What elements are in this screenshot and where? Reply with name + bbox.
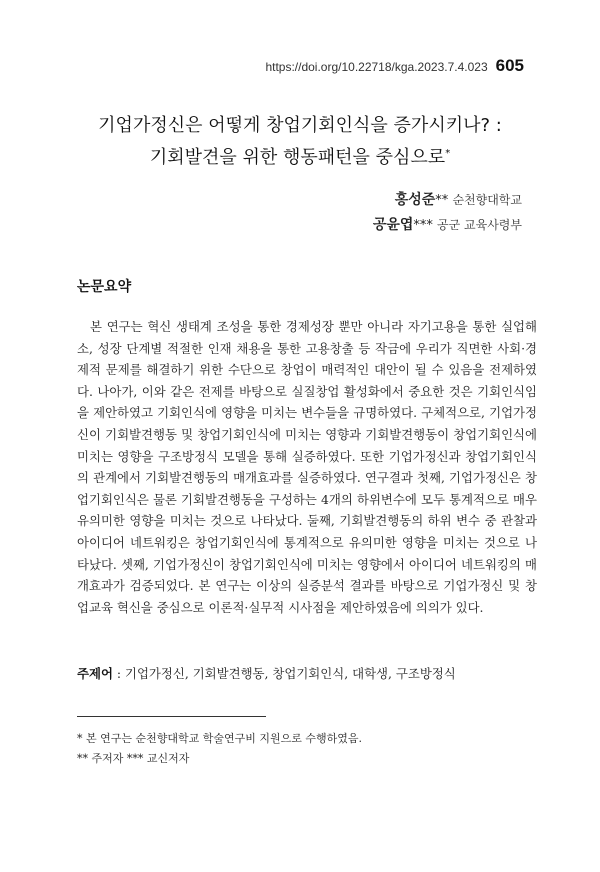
author-1 xyxy=(373,188,522,213)
author-2 xyxy=(373,213,522,238)
page-number: 605 xyxy=(495,56,524,75)
author-2-marker: *** xyxy=(413,218,433,233)
footnote-2: ** 주저자 *** 교신저자 xyxy=(77,752,190,765)
abstract-body: 본 연구는 혁신 생태계 조성을 통한 경제성장 뿐만 아니라 자기고용을 통한 실업해소, 성장 단계별 적절한 인재 채용을 통한 고용창출 등 작금에 우리가 직면한 사회·경제적 문제를 해결하기 위한 수단으로 창업이 매력적인 대안이 될 수 있음을 전제하였다. 나아가, 이와 같은 전제를 바탕으로 실질창업 활성화에서 중요한 것은 기회인식임을 제안하였고 기회인식에 영향을 미치는 변수들을 규명하였다. 구체적으로, 기업가정신이 기회발견행동 및 창업기회인식에 미치는 영향과 기회발견행동이 창업기회인식에 미치는 영향을 구조방정식 모델을 통해 실증하였다. 또한 기업가정신과 창업기회인식의 관계에서 기회발견행동의 매개효과를 실증하였다. 연구결과 첫째, 기업가정신은 창업기회인식은 물론 기회발견행동을 구성하는 4개의 하위변수에 모두 통계적으로 매우 유의미한 영향을 미치는 것으로 나타났다. 둘째, 기회발견행동의 하위 변수 중 관찰과 아이디어 네트워킹은 창업기회인식에 통계적으로 유의미한 영향을 미치는 것으로 나타났다. 셋째, 기업가정신이 창업기회인식에 미치는 영향에서 아이디어 네트워킹의 매개효과가 검증되었다. 본 연구는 이상의 실증분석 결과를 바탕으로 기업가정신 및 창업교육 혁신을 중심으로 이론적·실무적 시사점을 제안하였음에 의의가 있다. xyxy=(77,319,537,615)
keywords-separator: : xyxy=(112,666,125,681)
title-line-1: 기업가정신은 어떻게 창업기회인식을 증가시키나? : xyxy=(98,115,502,136)
author-1-marker: ** xyxy=(435,193,449,208)
author-2-name: 공윤엽 xyxy=(372,217,414,233)
page-header xyxy=(265,56,524,76)
keywords-list: 기업가정신, 기회발견행동, 창업기회인식, 대학생, 구조방정식 xyxy=(124,666,456,681)
keywords-label: 주제어 xyxy=(77,666,113,681)
keywords xyxy=(77,664,537,682)
doi-link[interactable]: https://doi.org/10.22718/kga.2023.7.4.023 xyxy=(265,60,488,74)
author-1-name: 홍성준 xyxy=(394,192,436,208)
footnotes xyxy=(77,729,362,769)
author-1-affiliation: 순천향대학교 xyxy=(452,193,522,207)
footnote-1: * 본 연구는 순천향대학교 학술연구비 지원으로 수행하였음. xyxy=(77,732,362,745)
author-list xyxy=(373,188,522,238)
footnote-divider xyxy=(77,716,266,717)
author-2-affiliation: 공군 교육사령부 xyxy=(437,218,522,232)
title-line-2-text: 기회발견을 위한 행동패턴을 중심으로 xyxy=(149,147,446,168)
paper-title xyxy=(0,112,600,172)
title-line-2 xyxy=(0,140,600,172)
title-footnote-marker: * xyxy=(445,148,451,159)
abstract-heading: 논문요약 xyxy=(77,279,132,295)
